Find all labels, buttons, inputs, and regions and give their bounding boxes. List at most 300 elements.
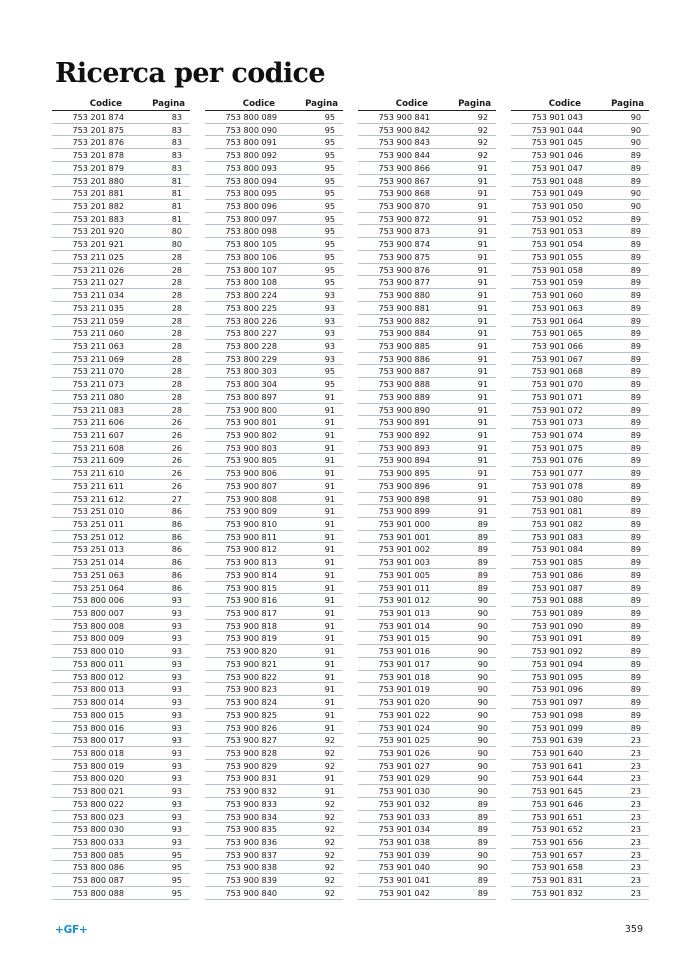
- page-ref: 89: [477, 544, 488, 555]
- table-row: [511, 543, 649, 556]
- product-code: 753 201 879: [72, 162, 124, 173]
- table-row: [52, 327, 190, 340]
- product-code: 753 901 066: [531, 340, 583, 351]
- product-code: 753 800 225: [225, 302, 277, 313]
- page-ref: 89: [477, 811, 488, 822]
- product-code: 753 900 884: [378, 328, 430, 339]
- page-ref: 86: [171, 569, 182, 580]
- product-code: 753 211 612: [72, 493, 124, 504]
- table-row: [358, 416, 496, 429]
- product-code: 753 201 876: [72, 137, 124, 148]
- table-row: [358, 543, 496, 556]
- table-row: [205, 683, 343, 696]
- table-row: [52, 124, 190, 137]
- table-row: [358, 747, 496, 760]
- table-row: [205, 887, 343, 900]
- page-ref: 93: [171, 633, 182, 644]
- product-code: 753 900 838: [225, 862, 277, 873]
- product-code: 753 901 099: [531, 722, 583, 733]
- product-code: 753 900 896: [378, 480, 430, 491]
- page-ref: 91: [324, 519, 335, 529]
- page-ref: 80: [171, 226, 182, 237]
- product-code: 753 900 817: [225, 608, 277, 619]
- page-ref: 90: [477, 862, 488, 873]
- table-row: [52, 607, 190, 620]
- product-code: 753 211 607: [72, 429, 124, 440]
- table-row: [358, 353, 496, 366]
- product-code: 753 901 026: [378, 747, 430, 758]
- product-code: 753 800 020: [72, 773, 124, 784]
- table-row: [205, 302, 343, 315]
- product-code: 753 900 806: [225, 468, 277, 479]
- page-ref: 89: [630, 531, 641, 542]
- product-code: 753 251 010: [72, 506, 124, 517]
- table-row: [511, 836, 649, 849]
- product-code: 753 211 606: [72, 417, 124, 428]
- table-row: [205, 798, 343, 811]
- table-row: [358, 149, 496, 162]
- product-code: 753 900 807: [225, 480, 277, 491]
- page-ref: 91: [477, 315, 488, 326]
- table-row: [52, 531, 190, 544]
- table-row: [52, 556, 190, 569]
- product-code: 753 901 047: [531, 162, 583, 173]
- page-ref: 91: [324, 620, 335, 631]
- product-code: 753 211 611: [72, 480, 124, 491]
- product-code: 753 211 063: [72, 340, 124, 351]
- product-code: 753 900 876: [378, 264, 430, 275]
- page-ref: 89: [477, 569, 488, 580]
- table-row: [358, 874, 496, 887]
- product-code: 753 800 017: [72, 735, 124, 746]
- product-code: 753 900 810: [225, 519, 277, 529]
- product-code: 753 800 092: [225, 150, 277, 161]
- page-ref: 92: [324, 836, 335, 847]
- header-page: Pagina: [152, 99, 185, 109]
- product-code: 753 900 803: [225, 442, 277, 453]
- page-ref: 89: [630, 697, 641, 708]
- page-ref: 93: [171, 620, 182, 631]
- page-ref: 91: [324, 557, 335, 568]
- table-row: [205, 632, 343, 645]
- page-ref: 93: [324, 302, 335, 313]
- table-row: [52, 632, 190, 645]
- table-row: [358, 823, 496, 836]
- product-code: 753 901 086: [531, 569, 583, 580]
- page-ref: 93: [171, 595, 182, 606]
- product-code: 753 800 087: [72, 875, 124, 886]
- table-row: [511, 289, 649, 302]
- table-row: [511, 340, 649, 353]
- table-row: [52, 683, 190, 696]
- table-row: [205, 620, 343, 633]
- page-ref: 93: [171, 773, 182, 784]
- product-code: 753 900 888: [378, 379, 430, 390]
- table-row: [205, 454, 343, 467]
- table-row: [52, 429, 190, 442]
- table-row: [52, 467, 190, 480]
- page-ref: 28: [171, 277, 182, 288]
- page-ref: 95: [324, 213, 335, 224]
- product-code: 753 901 043: [531, 112, 583, 122]
- product-code: 753 800 090: [225, 124, 277, 135]
- page-ref: 23: [630, 786, 641, 797]
- page-ref: 86: [171, 544, 182, 555]
- page-ref: 91: [477, 188, 488, 199]
- table-row: [511, 315, 649, 328]
- product-code: 753 901 063: [531, 302, 583, 313]
- table-row: [511, 416, 649, 429]
- product-code: 753 901 013: [378, 608, 430, 619]
- table-row: [511, 378, 649, 391]
- page-ref: 90: [477, 620, 488, 631]
- table-row: [52, 696, 190, 709]
- table-row: [511, 200, 649, 213]
- table-row: [52, 251, 190, 264]
- table-row: [358, 391, 496, 404]
- index-column: [358, 94, 496, 900]
- gf-logo: +GF+: [55, 924, 88, 936]
- product-code: 753 211 025: [72, 251, 124, 262]
- table-row: [205, 378, 343, 391]
- product-code: 753 901 003: [378, 557, 430, 568]
- page-ref: 92: [477, 150, 488, 161]
- page-ref: 89: [477, 875, 488, 886]
- table-row: [358, 276, 496, 289]
- table-row: [52, 594, 190, 607]
- table-row: [511, 887, 649, 900]
- page-ref: 23: [630, 760, 641, 771]
- table-row: [205, 493, 343, 506]
- table-row: [511, 429, 649, 442]
- page-ref: 83: [171, 150, 182, 161]
- product-code: 753 900 842: [378, 124, 430, 135]
- table-row: [205, 543, 343, 556]
- table-row: [511, 671, 649, 684]
- product-code: 753 901 065: [531, 328, 583, 339]
- table-row: [358, 734, 496, 747]
- product-code: 753 211 610: [72, 468, 124, 479]
- product-code: 753 201 883: [72, 213, 124, 224]
- page-ref: 90: [477, 595, 488, 606]
- table-row: [52, 289, 190, 302]
- table-row: [511, 111, 649, 124]
- product-code: 753 800 089: [225, 112, 277, 122]
- product-code: 753 800 007: [72, 608, 124, 619]
- page-ref: 89: [630, 557, 641, 568]
- product-code: 753 901 658: [531, 862, 583, 873]
- page-ref: 90: [477, 608, 488, 619]
- page-ref: 90: [477, 747, 488, 758]
- page-ref: 92: [324, 735, 335, 746]
- page-ref: 92: [477, 137, 488, 148]
- product-code: 753 901 091: [531, 633, 583, 644]
- page-ref: 89: [630, 175, 641, 186]
- table-row: [205, 467, 343, 480]
- page-ref: 92: [324, 862, 335, 873]
- table-row: [52, 264, 190, 277]
- table-row: [358, 531, 496, 544]
- page-ref: 91: [477, 175, 488, 186]
- table-row: [205, 645, 343, 658]
- product-code: 753 800 303: [225, 366, 277, 377]
- product-code: 753 800 015: [72, 709, 124, 720]
- page-ref: 23: [630, 836, 641, 847]
- table-row: [52, 874, 190, 887]
- table-row: [511, 162, 649, 175]
- page-ref: 91: [324, 646, 335, 657]
- product-code: 753 900 828: [225, 747, 277, 758]
- product-code: 753 901 029: [378, 773, 430, 784]
- page-ref: 92: [477, 112, 488, 122]
- table-row: [511, 531, 649, 544]
- product-code: 753 900 886: [378, 353, 430, 364]
- table-row: [205, 734, 343, 747]
- page-ref: 89: [630, 302, 641, 313]
- product-code: 753 800 304: [225, 379, 277, 390]
- page-ref: 86: [171, 531, 182, 542]
- page-ref: 26: [171, 468, 182, 479]
- page-ref: 89: [630, 671, 641, 682]
- page-ref: 90: [477, 722, 488, 733]
- table-row: [205, 404, 343, 417]
- product-code: 753 900 873: [378, 226, 430, 237]
- page-ref: 93: [171, 684, 182, 695]
- table-row: [358, 722, 496, 735]
- page-ref: 89: [630, 391, 641, 402]
- index-column: [52, 94, 190, 900]
- table-row: [511, 251, 649, 264]
- product-code: 753 901 014: [378, 620, 430, 631]
- page-ref: 89: [630, 315, 641, 326]
- page-ref: 89: [630, 722, 641, 733]
- page-ref: 91: [477, 404, 488, 415]
- product-code: 753 901 022: [378, 709, 430, 720]
- table-row: [511, 518, 649, 531]
- product-code: 753 901 067: [531, 353, 583, 364]
- product-code: 753 901 644: [531, 773, 583, 784]
- table-row: [358, 569, 496, 582]
- index-rows: [511, 111, 649, 900]
- table-row: [358, 365, 496, 378]
- column-header: [511, 94, 649, 111]
- table-row: [52, 213, 190, 226]
- product-code: 753 800 012: [72, 671, 124, 682]
- product-code: 753 800 013: [72, 684, 124, 695]
- table-row: [205, 594, 343, 607]
- product-code: 753 901 033: [378, 811, 430, 822]
- table-row: [511, 556, 649, 569]
- page-ref: 91: [324, 455, 335, 466]
- product-code: 753 800 009: [72, 633, 124, 644]
- table-row: [205, 607, 343, 620]
- page-ref: 89: [630, 646, 641, 657]
- table-row: [205, 480, 343, 493]
- page-ref: 26: [171, 455, 182, 466]
- page-ref: 86: [171, 557, 182, 568]
- table-row: [511, 391, 649, 404]
- column-header: [205, 94, 343, 111]
- page-ref: 91: [477, 226, 488, 237]
- page-ref: 23: [630, 862, 641, 873]
- table-row: [511, 238, 649, 251]
- index-column: [205, 94, 343, 900]
- table-row: [511, 849, 649, 862]
- product-code: 753 901 024: [378, 722, 430, 733]
- table-row: [52, 187, 190, 200]
- product-code: 753 211 034: [72, 290, 124, 301]
- page-ref: 28: [171, 290, 182, 301]
- page-ref: 91: [324, 786, 335, 797]
- page-ref: 91: [477, 391, 488, 402]
- product-code: 753 901 090: [531, 620, 583, 631]
- product-code: 753 901 639: [531, 735, 583, 746]
- header-page: Pagina: [611, 99, 644, 109]
- page-ref: 28: [171, 251, 182, 262]
- product-code: 753 800 011: [72, 658, 124, 669]
- product-code: 753 901 070: [531, 379, 583, 390]
- product-code: 753 201 875: [72, 124, 124, 135]
- page-ref: 92: [324, 887, 335, 898]
- page-ref: 92: [324, 798, 335, 809]
- page-ref: 93: [324, 328, 335, 339]
- page-ref: 90: [477, 849, 488, 860]
- page-ref: 91: [324, 569, 335, 580]
- product-code: 753 901 068: [531, 366, 583, 377]
- table-row: [52, 442, 190, 455]
- product-code: 753 901 657: [531, 849, 583, 860]
- table-row: [52, 225, 190, 238]
- product-code: 753 901 045: [531, 137, 583, 148]
- page-ref: 83: [171, 112, 182, 122]
- product-code: 753 900 893: [378, 442, 430, 453]
- table-row: [511, 594, 649, 607]
- header-code: Codice: [395, 99, 428, 109]
- table-row: [205, 696, 343, 709]
- page-ref: 26: [171, 442, 182, 453]
- page-ref: 91: [324, 531, 335, 542]
- product-code: 753 201 881: [72, 188, 124, 199]
- page-ref: 86: [171, 582, 182, 593]
- product-code: 753 211 080: [72, 391, 124, 402]
- page-ref: 91: [324, 468, 335, 479]
- page-ref: 90: [477, 735, 488, 746]
- page-ref: 89: [630, 608, 641, 619]
- page-ref: 91: [477, 506, 488, 517]
- page-ref: 89: [477, 824, 488, 835]
- page-ref: 86: [171, 506, 182, 517]
- product-code: 753 800 108: [225, 277, 277, 288]
- product-code: 753 211 083: [72, 404, 124, 415]
- product-code: 753 800 088: [72, 887, 124, 898]
- page-ref: 89: [630, 366, 641, 377]
- table-row: [52, 582, 190, 595]
- page-ref: 91: [477, 239, 488, 250]
- page-ref: 90: [630, 188, 641, 199]
- table-row: [205, 315, 343, 328]
- page-ref: 23: [630, 849, 641, 860]
- page-ref: 90: [477, 697, 488, 708]
- page-ref: 81: [171, 213, 182, 224]
- table-row: [205, 225, 343, 238]
- product-code: 753 800 226: [225, 315, 277, 326]
- product-code: 753 800 085: [72, 849, 124, 860]
- product-code: 753 901 058: [531, 264, 583, 275]
- table-row: [52, 391, 190, 404]
- table-row: [52, 772, 190, 785]
- page-ref: 91: [477, 379, 488, 390]
- product-code: 753 900 887: [378, 366, 430, 377]
- table-row: [52, 658, 190, 671]
- product-code: 753 201 882: [72, 201, 124, 212]
- product-code: 753 901 044: [531, 124, 583, 135]
- product-code: 753 901 059: [531, 277, 583, 288]
- table-row: [52, 798, 190, 811]
- table-row: [52, 645, 190, 658]
- page-ref: 23: [630, 875, 641, 886]
- table-row: [52, 111, 190, 124]
- table-row: [52, 543, 190, 556]
- product-code: 753 901 052: [531, 213, 583, 224]
- table-row: [205, 276, 343, 289]
- product-code: 753 900 877: [378, 277, 430, 288]
- product-code: 753 901 039: [378, 849, 430, 860]
- table-row: [358, 658, 496, 671]
- page-ref: 95: [324, 366, 335, 377]
- table-row: [205, 187, 343, 200]
- product-code: 753 901 040: [378, 862, 430, 873]
- page-ref: 91: [477, 162, 488, 173]
- product-code: 753 901 082: [531, 519, 583, 529]
- page-ref: 93: [171, 811, 182, 822]
- product-code: 753 901 020: [378, 697, 430, 708]
- table-row: [511, 442, 649, 455]
- table-row: [358, 327, 496, 340]
- column-header: [358, 94, 496, 111]
- page-ref: 95: [324, 124, 335, 135]
- page-ref: 91: [324, 544, 335, 555]
- page-ref: 28: [171, 366, 182, 377]
- table-row: [511, 124, 649, 137]
- table-row: [205, 442, 343, 455]
- table-row: [52, 734, 190, 747]
- page-number: 359: [624, 924, 643, 935]
- table-row: [205, 785, 343, 798]
- product-code: 753 901 019: [378, 684, 430, 695]
- table-row: [358, 798, 496, 811]
- table-row: [511, 798, 649, 811]
- table-row: [205, 671, 343, 684]
- product-code: 753 901 038: [378, 836, 430, 847]
- table-row: [52, 302, 190, 315]
- page-ref: 89: [630, 620, 641, 631]
- page-ref: 90: [477, 773, 488, 784]
- product-code: 753 901 002: [378, 544, 430, 555]
- page-ref: 90: [477, 709, 488, 720]
- table-row: [205, 849, 343, 862]
- table-row: [511, 569, 649, 582]
- table-row: [52, 353, 190, 366]
- product-code: 753 900 824: [225, 697, 277, 708]
- page-ref: 26: [171, 429, 182, 440]
- table-row: [205, 238, 343, 251]
- product-code: 753 901 096: [531, 684, 583, 695]
- product-code: 753 901 831: [531, 875, 583, 886]
- table-row: [511, 225, 649, 238]
- table-row: [358, 836, 496, 849]
- table-row: [205, 327, 343, 340]
- product-code: 753 901 064: [531, 315, 583, 326]
